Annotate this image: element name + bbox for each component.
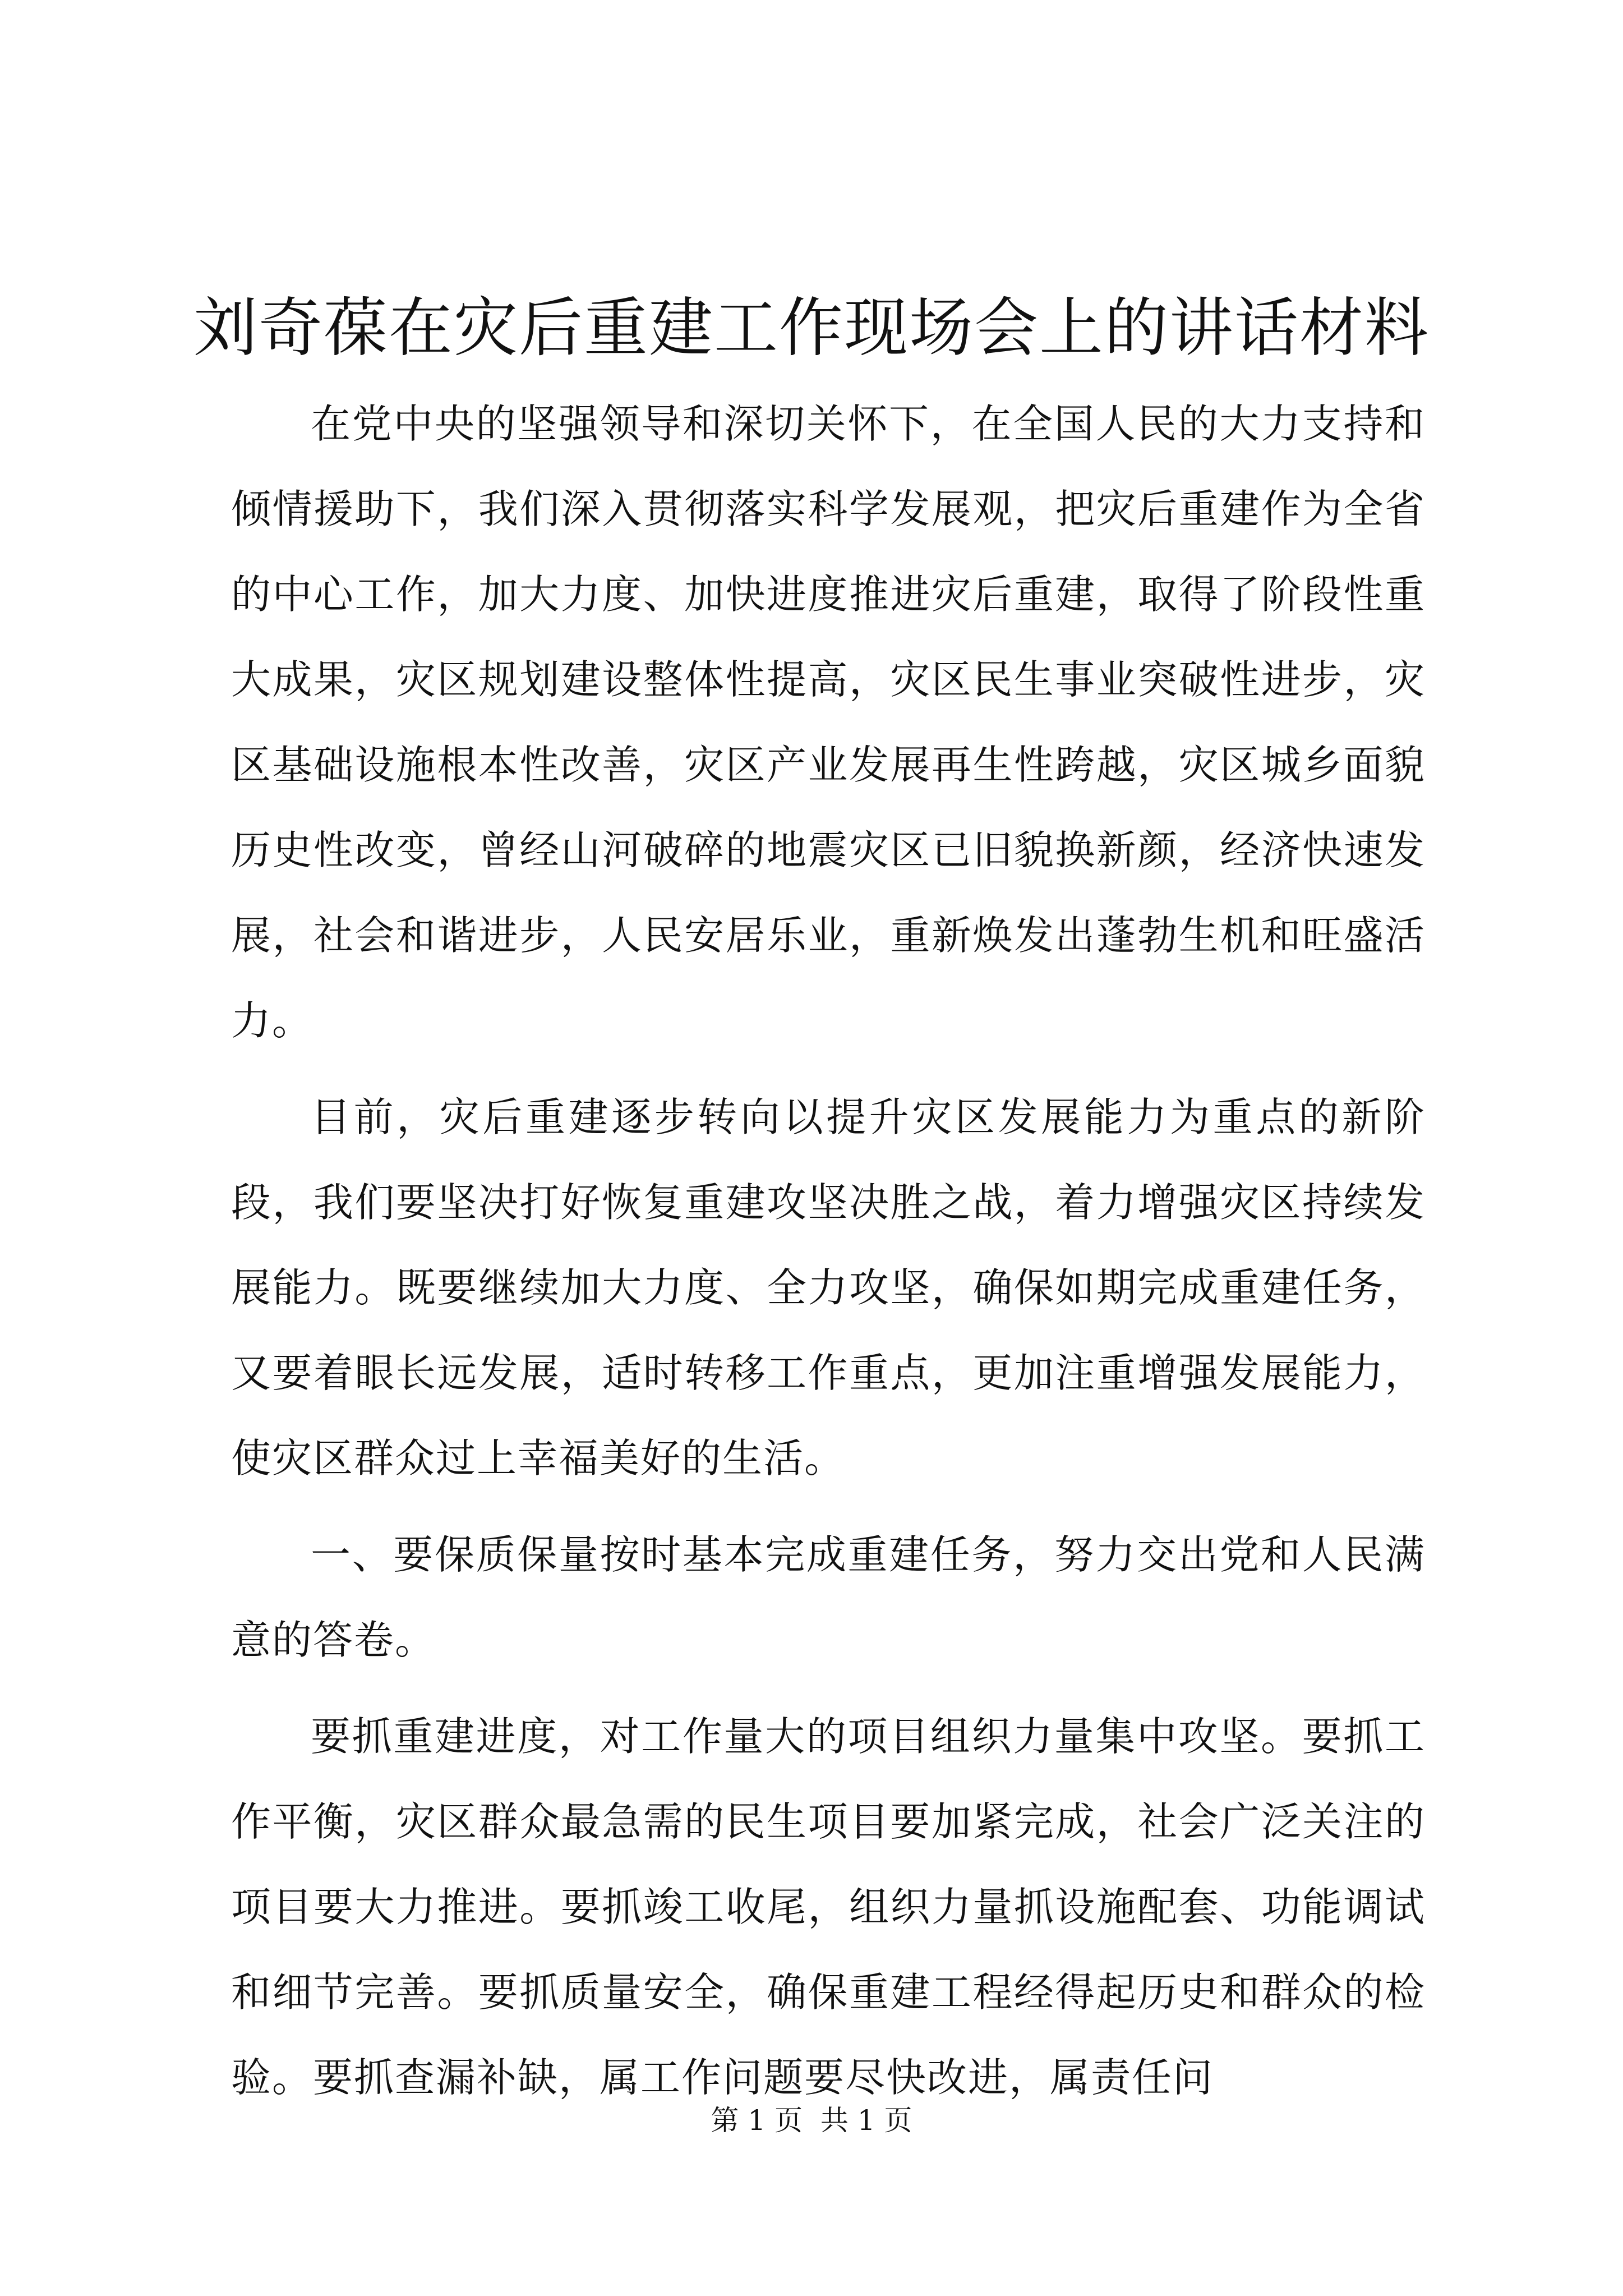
document-title: 刘奇葆在灾后重建工作现场会上的讲话材料 [193, 291, 1430, 365]
paragraph-3: 一、要保质保量按时基本完成重建任务，努力交出党和人民满意的答卷。 [231, 1531, 1426, 1663]
page-number-label: 第 1 页 共 1 页 [711, 2104, 912, 2137]
paragraph-2: 目前，灾后重建逐步转向以提升灾区发展能力为重点的新阶段，我们要坚决打好恢复重建攻坚决胜之战，着力增强灾区持续发展能力。既要继续加大力度、全力攻坚，确保如期完成重建任务，又要着眼长远发展，适时转移工作重点，更加注重增强发展能力，使灾区群众过上幸福美好的生活。 [231, 1094, 1426, 1481]
paragraph-1: 在党中央的坚强领导和深切关怀下，在全国人民的大力支持和倾情援助下，我们深入贯彻落实科学发展观，把灾后重建作为全省的中心工作，加大力度、加快进度推进灾后重建，取得了阶段性重大成果，灾区规划建设整体性提高，灾区民生事业突破性进步，灾区基础设施根本性改善，灾区产业发展再生性跨越，灾区城乡面貌历史性改变，曾经山河破碎的地震灾区已旧貌换新颜，经济快速发展，社会和谐进步，人民安居乐业，重新焕发出蓬勃生机和旺盛活力。 [231, 401, 1426, 1044]
paragraph-4: 要抓重建进度，对工作量大的项目组织力量集中攻坚。要抓工作平衡，灾区群众最急需的民生项目要加紧完成，社会广泛关注的项目要大力推进。要抓竣工收尾，组织力量抓设施配套、功能调试和细节完善。要抓质量安全，确保重建工程经得起历史和群众的检验。要抓查漏补缺，属工作问题要尽快改进，属责任问 [231, 1713, 1426, 2101]
page-footer [0, 2101, 1623, 2140]
document-body [231, 381, 1426, 2132]
